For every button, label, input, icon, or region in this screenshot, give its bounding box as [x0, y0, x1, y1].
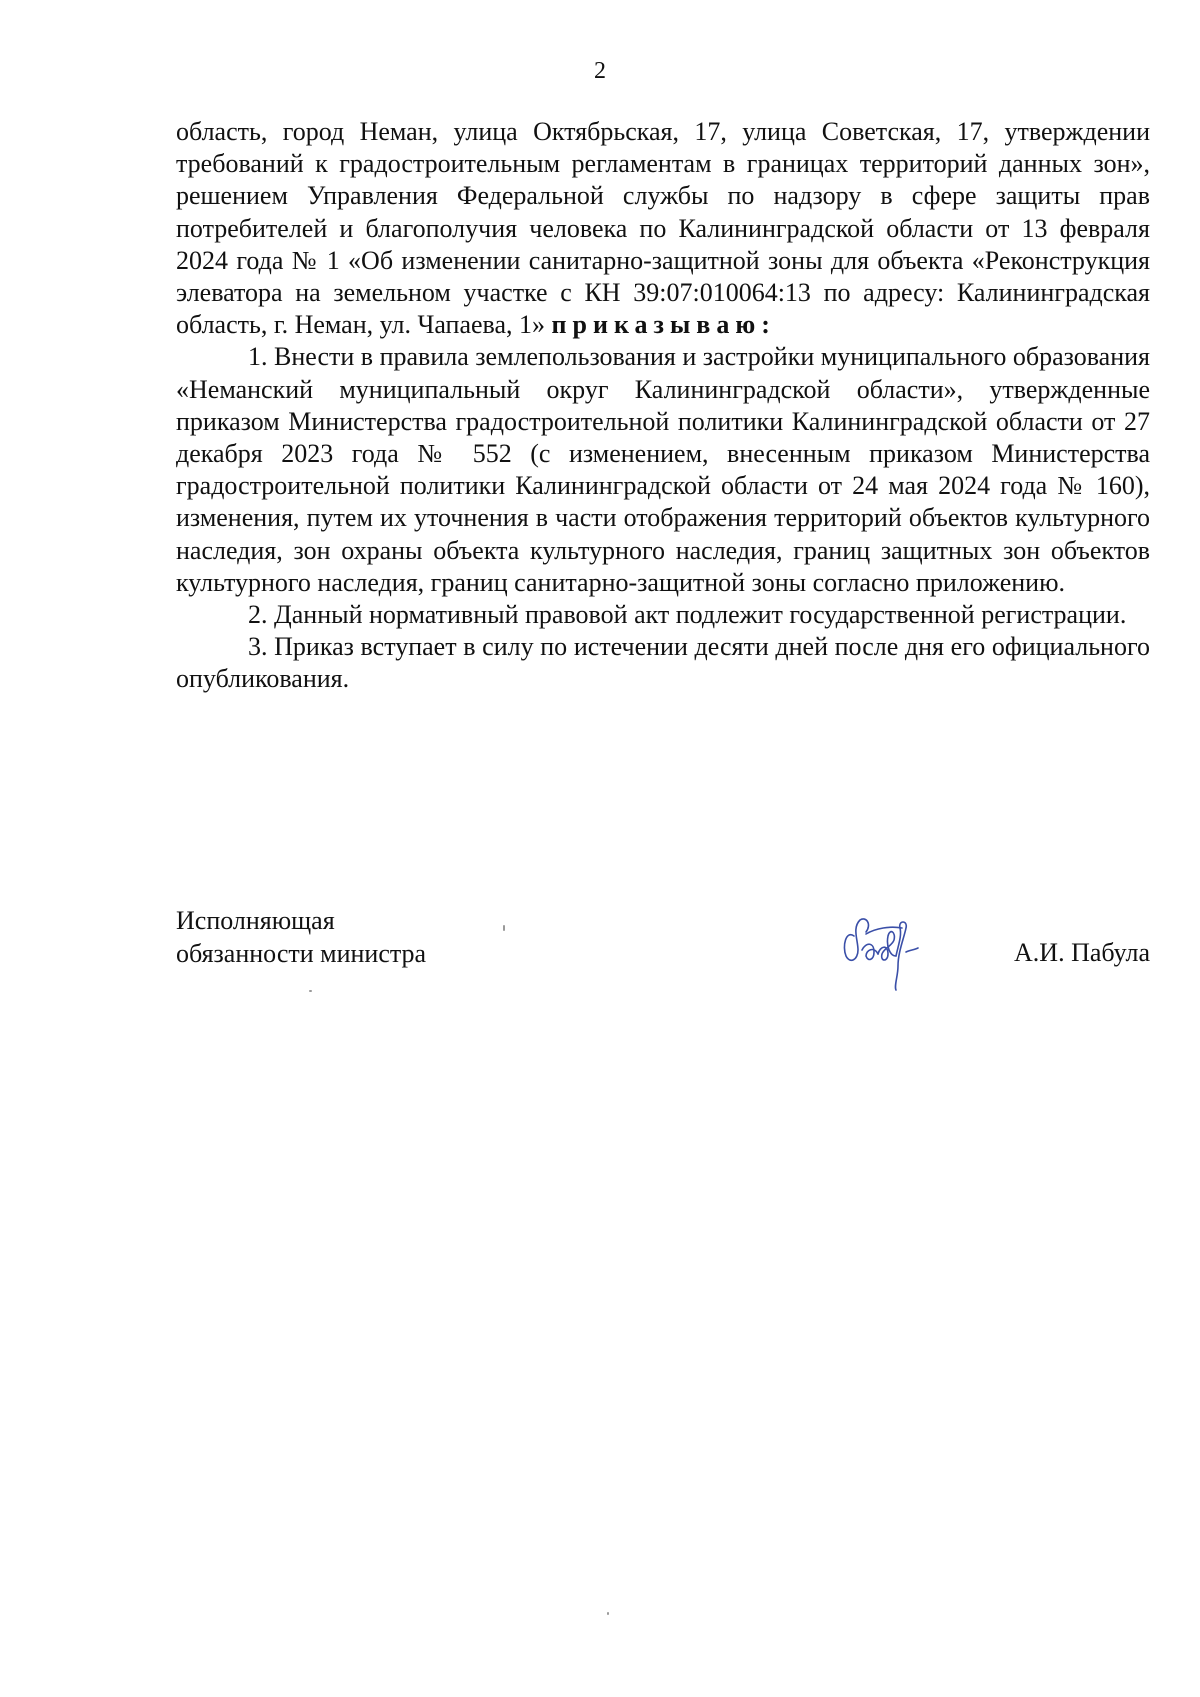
scan-speck [309, 990, 312, 992]
signer-position [176, 904, 426, 970]
order-keyword: приказываю: [551, 310, 776, 340]
scan-speck [503, 925, 505, 931]
page-number: 2 [594, 58, 606, 84]
signer-position-line-2: обязанности министра [176, 939, 427, 968]
order-item-1: 1. Внести в правила землепользования и застройки муниципального образования «Неманский муниципальный округ Калининградской области», утвержденные приказом Министерства градостроительной политики Калининградской области от 27 декабря 2023 года № 552 (с изменением, внесенным приказом Министерства градостроительной политики Калининградской области от 24 мая 2024 года № 160), изменения, путем их уточнения в части отображения территорий объектов культурного наследия, зон охраны объекта культурного наследия, границ защитных зон объектов культурного наследия, границ санитарно-защитной зоны согласно приложению. [176, 342, 1150, 597]
handwritten-signature [836, 906, 948, 992]
signer-name: А.И. Пабула [1014, 938, 1150, 967]
preamble-text: область, город Неман, улица Октябрьская, 17, улица Советская, 17, утверждении требований к градостроительным регламентам в границах территорий данных зон», решением Управления Федеральной службы по надзору в сфере защиты прав потребителей и благополучия человека по Калининградской области от 13 февраля 2024 года № 1 «Об изменении санитарно-защитной зоны для объекта «Реконструкция элеватора на земельном участке с КН 39:07:010064:13 по адресу: Калининградская область, г. Неман, ул. Чапаева, 1» [176, 117, 1150, 340]
order-item-2: 2. Данный нормативный правовой акт подлежит государственной регистрации. [248, 600, 1127, 630]
document-body [176, 116, 1150, 696]
signer-position-line-1: Исполняющая [176, 906, 335, 935]
preamble-paragraph [176, 116, 1150, 341]
order-item-3: 3. Приказ вступает в силу по истечении десяти дней после дня его официального опубликования. [176, 632, 1150, 694]
scan-speck [607, 1612, 609, 1615]
